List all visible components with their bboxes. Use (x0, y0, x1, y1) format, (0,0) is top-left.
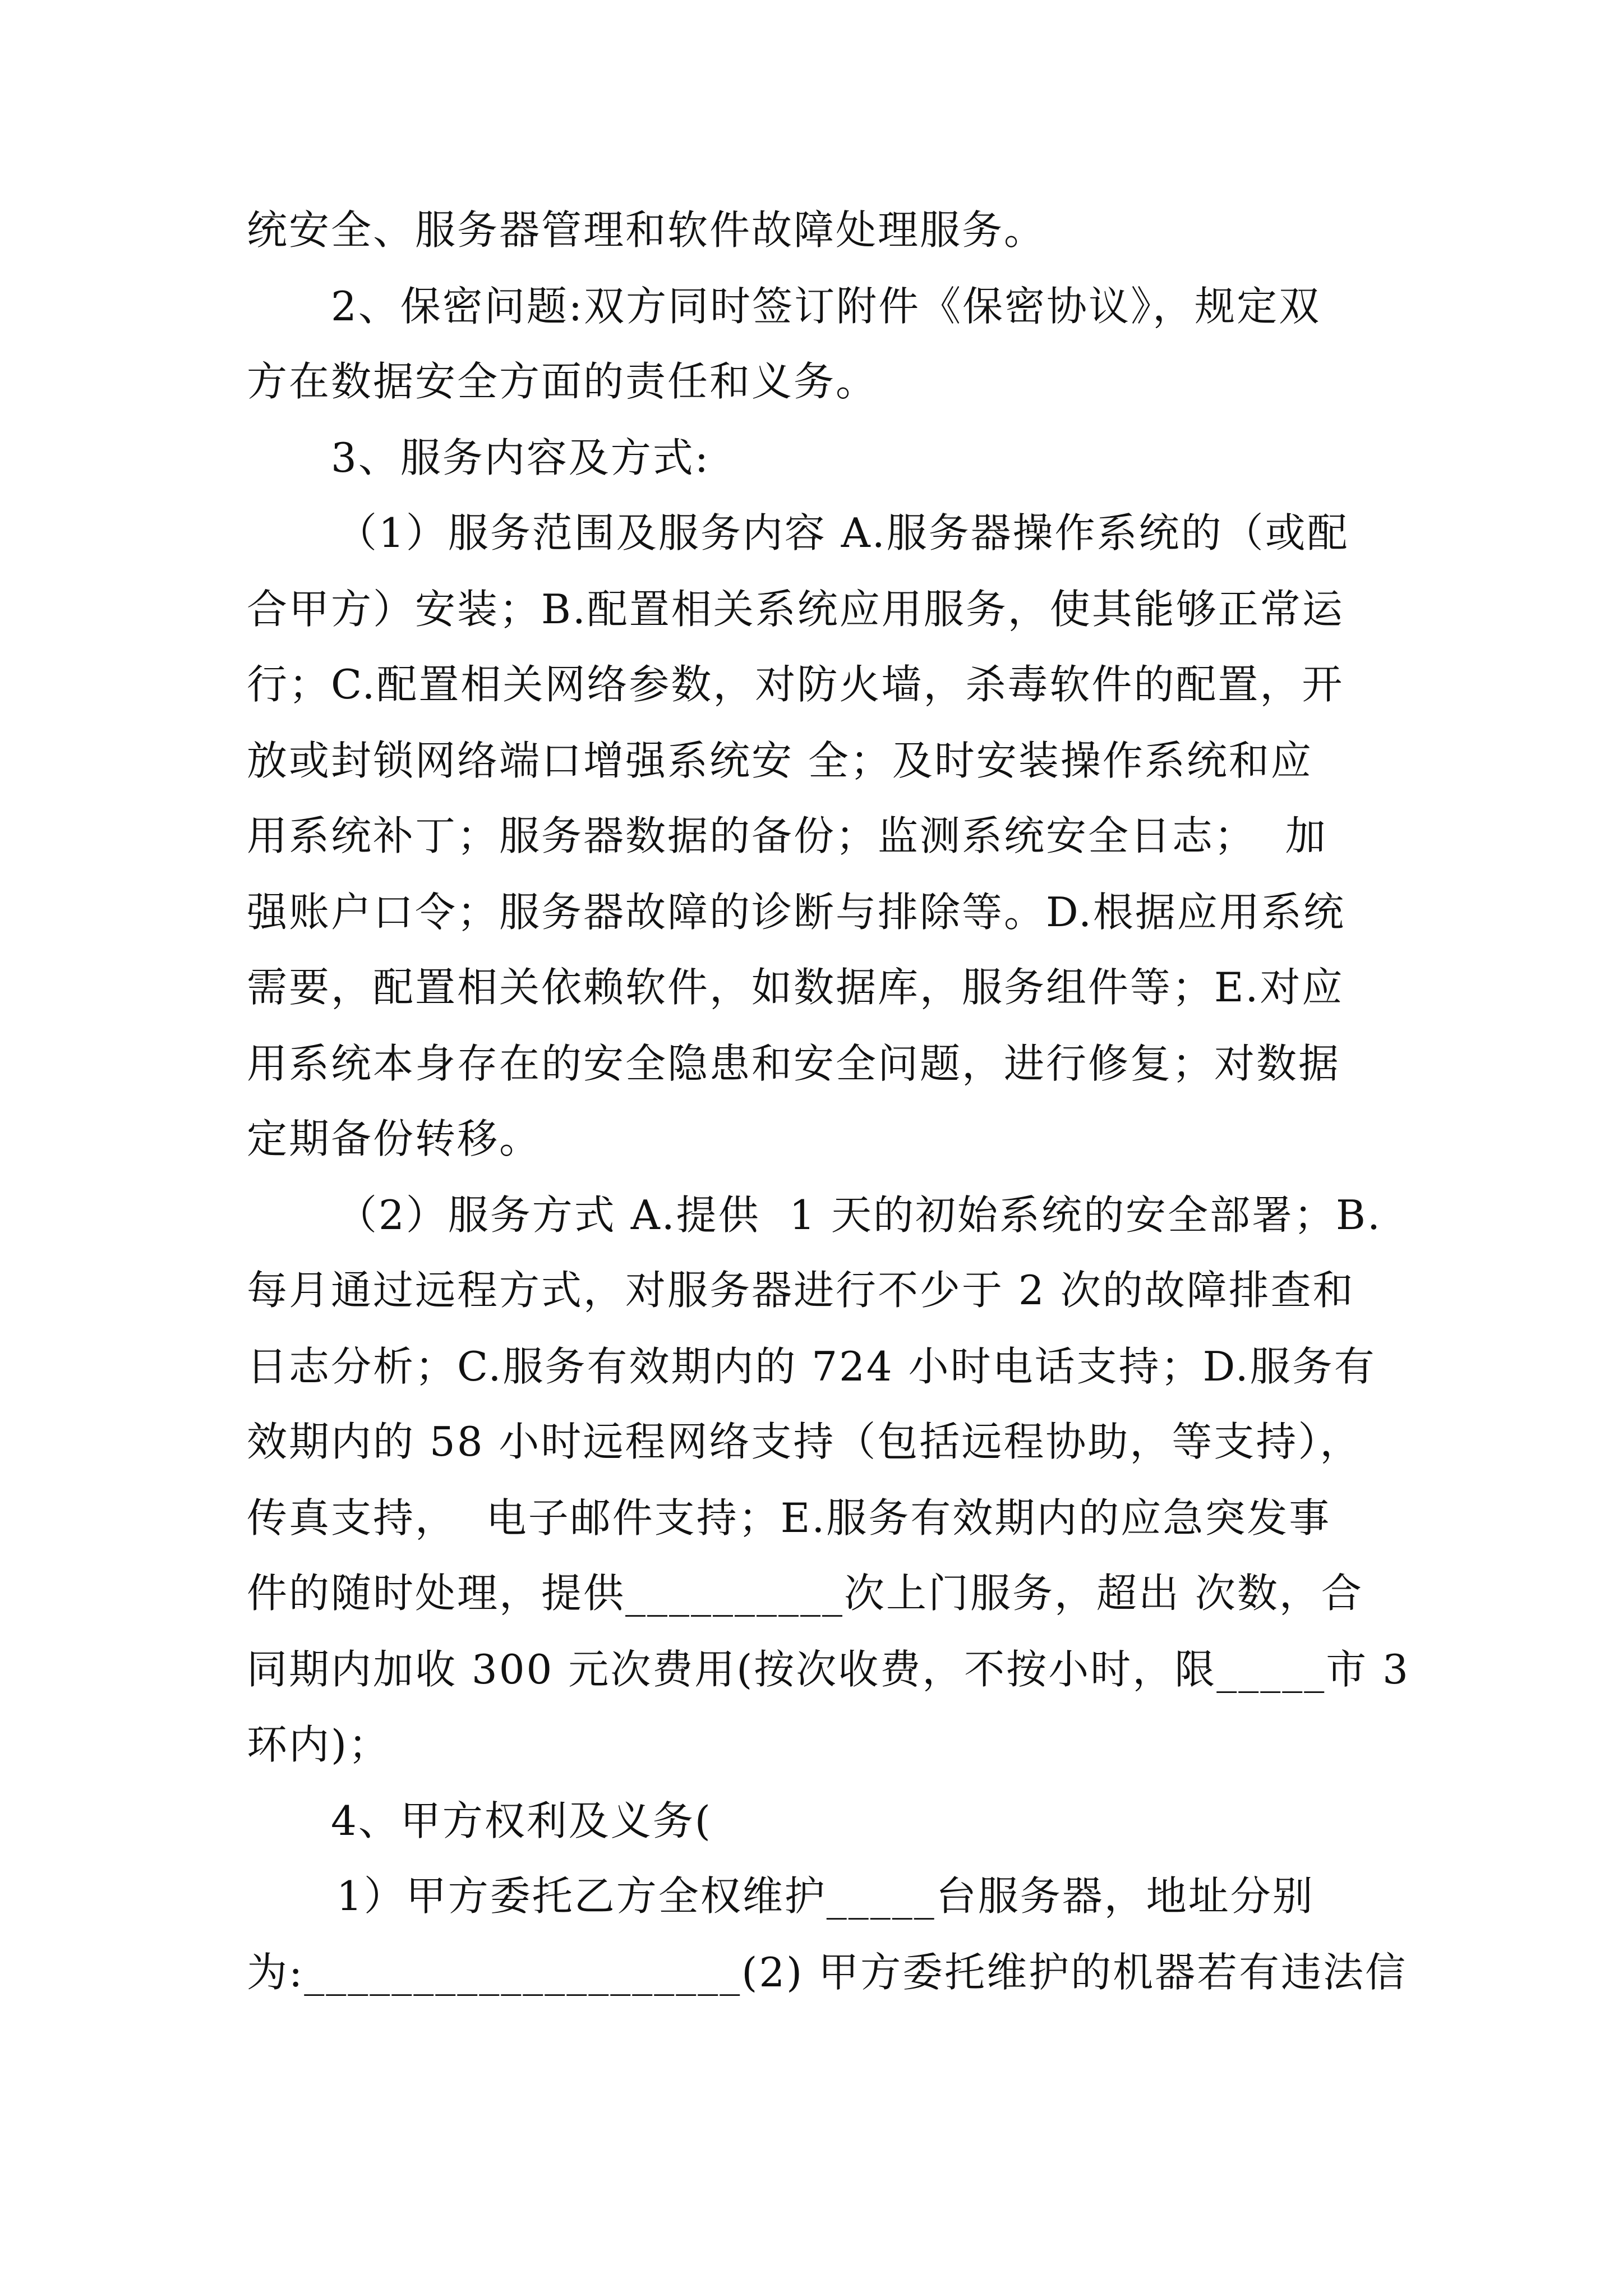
text-line: 2、保密问题:双方同时签订附件《保密协议》，规定双 (331, 283, 1321, 330)
text-line: 需要，配置相关依赖软件，如数据库，服务组件等；E.对应 (247, 964, 1344, 1011)
text-line: （2）服务方式 A.提供 1 天的初始系统的安全部署；B. (336, 1191, 1382, 1239)
text-line: 3、服务内容及方式: (331, 434, 711, 481)
text-line: （1）服务范围及服务内容 A.服务器操作系统的（或配 (336, 509, 1349, 556)
text-line: 放或封锁网络端口增强系统安 全；及时安装操作系统和应 (247, 737, 1313, 784)
text-line: 传真支持， 电子邮件支持；E.服务有效期内的应急突发事 (247, 1494, 1331, 1542)
text-line: 为:____________________(2) 甲方委托维护的机器若有违法信 (247, 1949, 1408, 1996)
text-line: 每月通过远程方式，对服务器进行不少于 2 次的故障排查和 (247, 1267, 1355, 1314)
text-line: 合甲方）安装；B.配置相关系统应用服务，使其能够正常运 (247, 586, 1344, 633)
text-line: 同期内加收 300 元次费用(按次收费，不按小时，限_____市 3 (247, 1646, 1410, 1693)
text-line: 用系统本身存在的安全隐患和安全问题，进行修复；对数据 (247, 1040, 1341, 1087)
text-line: 强账户口令；服务器故障的诊断与排除等。D.根据应用系统 (247, 889, 1346, 936)
text-line: 件的随时处理，提供__________次上门服务，超出 次数，合 (247, 1570, 1363, 1617)
text-line: 行；C.配置相关网络参数，对防火墙，杀毒软件的配置，开 (247, 661, 1344, 708)
text-line: 4、甲方权利及义务( (331, 1797, 712, 1844)
text-line: 用系统补丁；服务器数据的备份；监测系统安全日志； 加 (247, 812, 1327, 859)
text-line: 定期备份转移。 (247, 1115, 542, 1162)
text-line: 环内)； (247, 1721, 391, 1768)
text-line: 日志分析；C.服务有效期内的 724 小时电话支持；D.服务有 (247, 1343, 1376, 1390)
text-line: 1）甲方委托乙方全权维护_____台服务器，地址分别 (336, 1872, 1315, 1920)
text-line: 效期内的 58 小时远程网络支持（包括远程协助，等支持）， (247, 1418, 1362, 1465)
text-line: 统安全、服务器管理和软件故障处理服务。 (247, 206, 1046, 254)
text-line: 方在数据安全方面的责任和义务。 (247, 358, 878, 405)
